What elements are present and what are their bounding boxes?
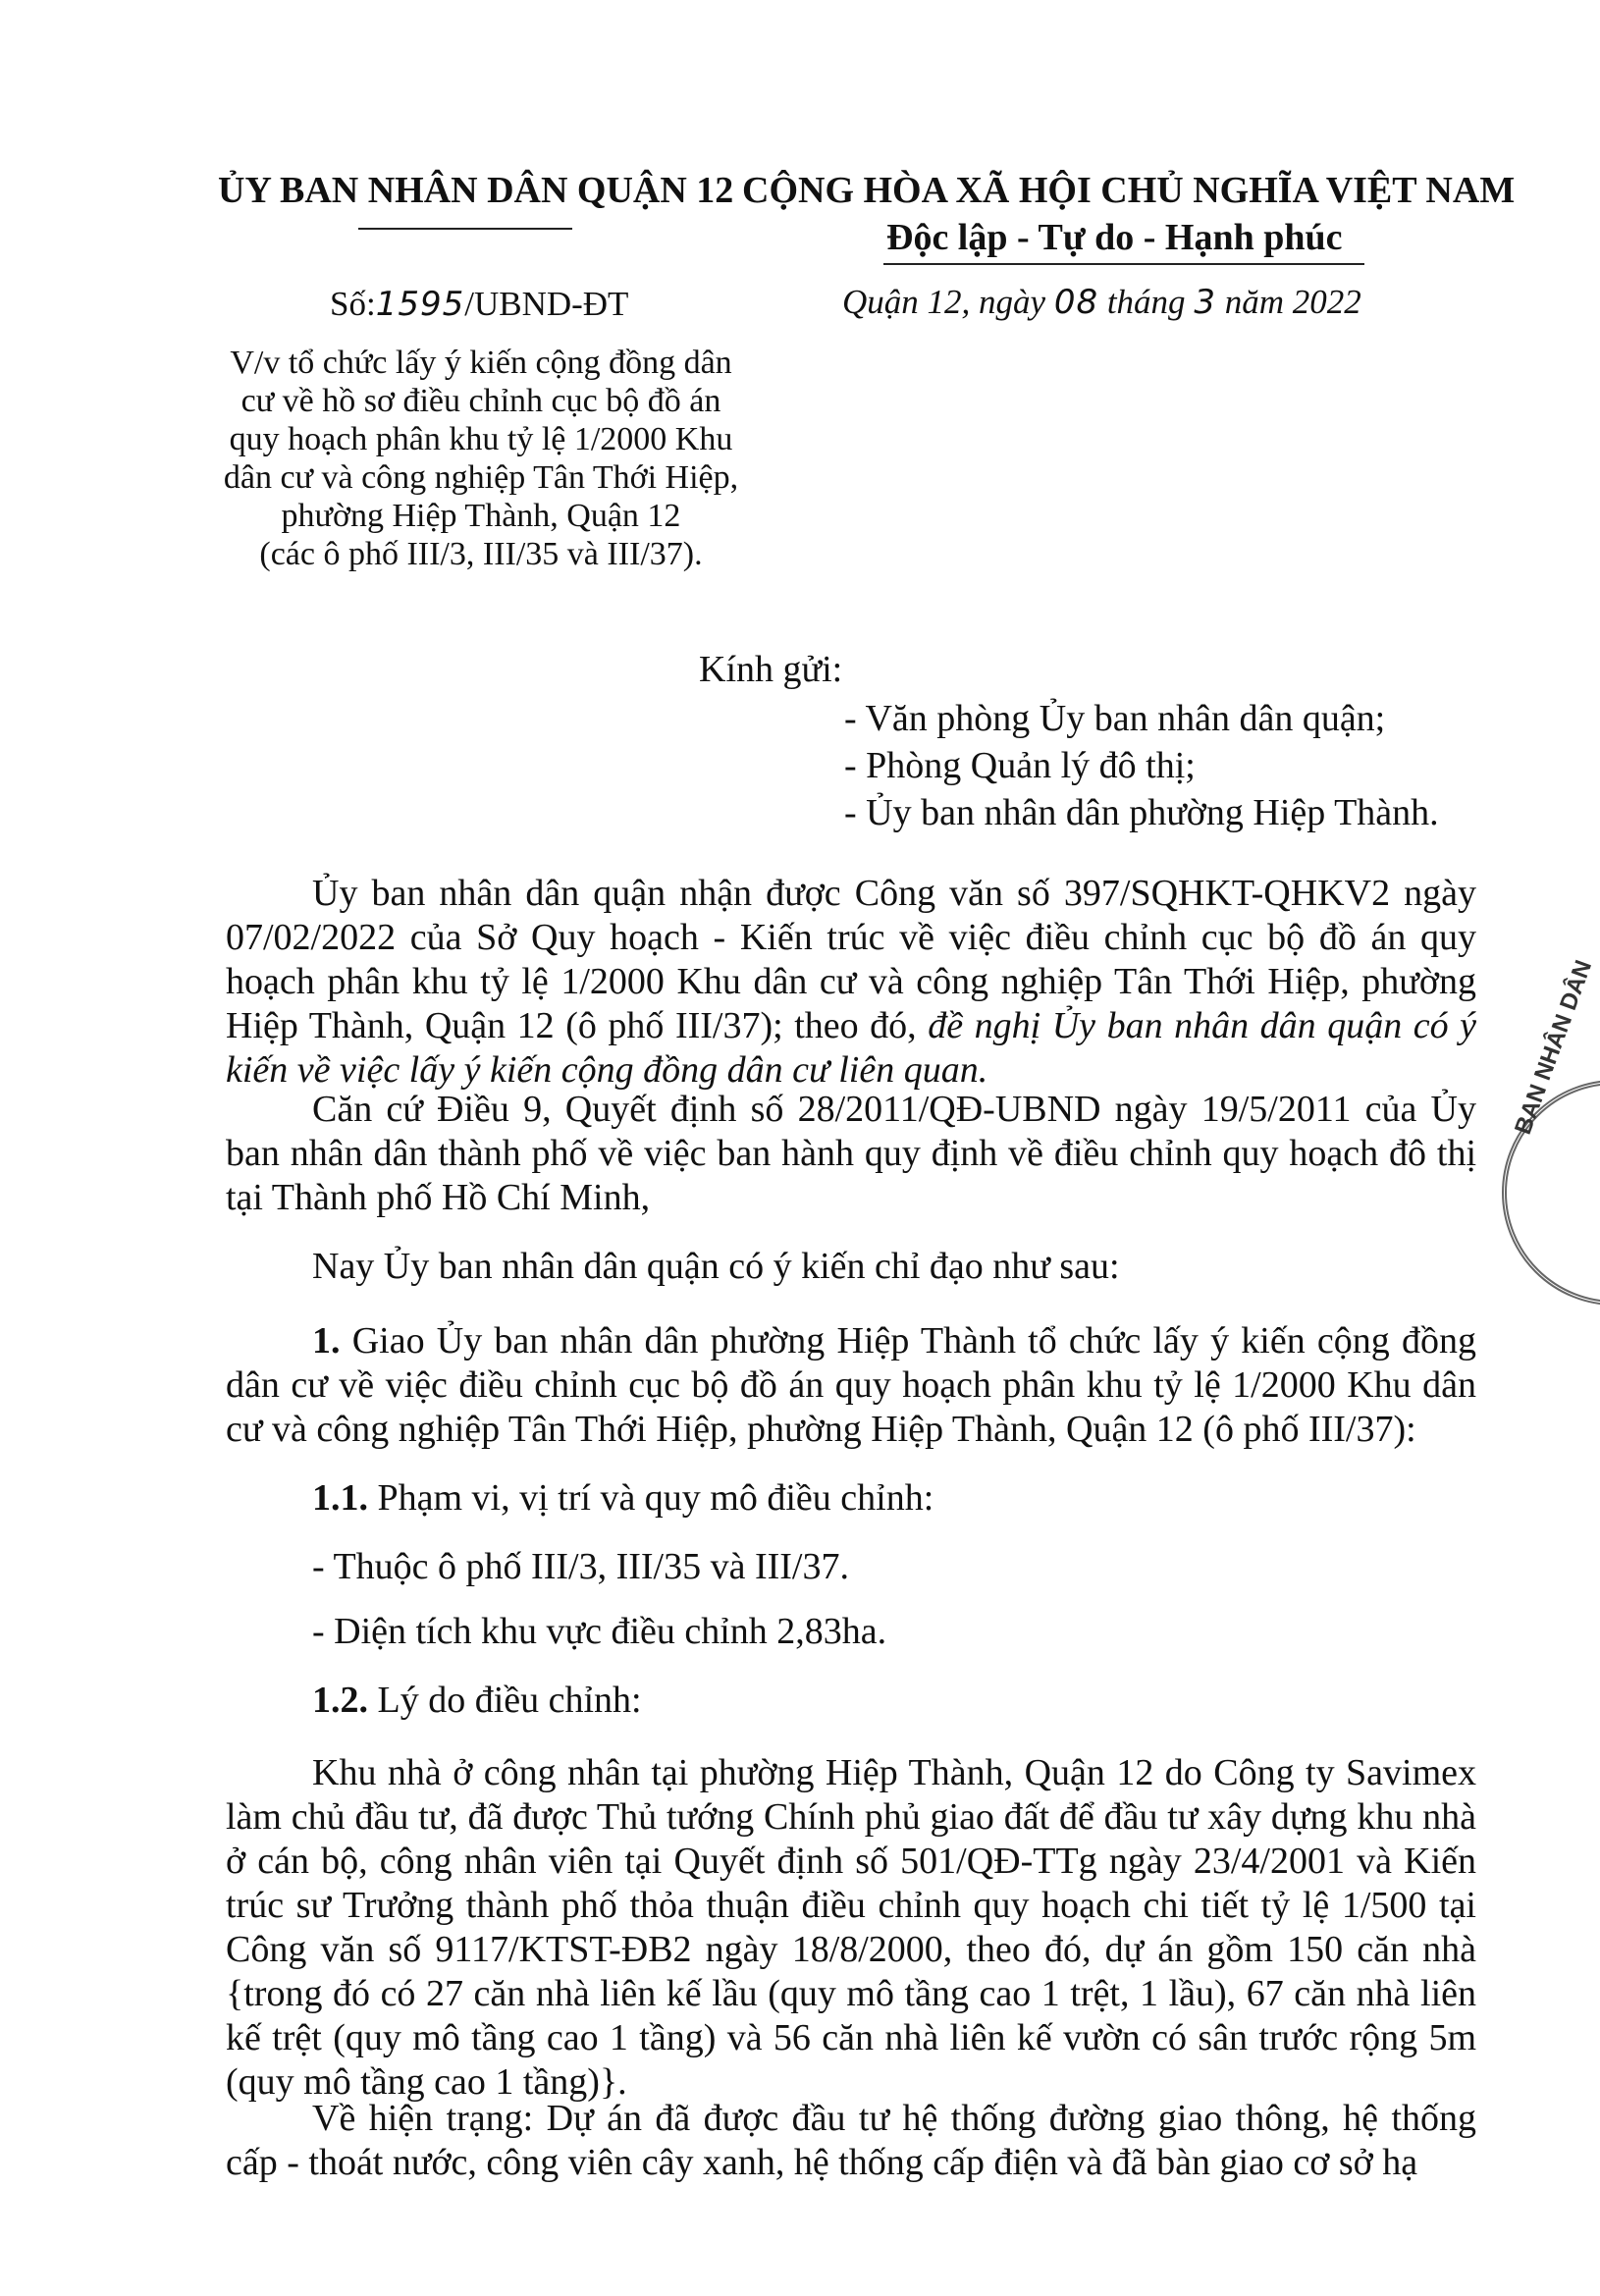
subject-block: [196, 344, 766, 573]
subject-line: cư về hồ sơ điều chỉnh cục bộ đồ án: [240, 383, 721, 419]
item-1-number: 1.: [312, 1320, 341, 1362]
section-1-1-title: Phạm vi, vị trí và quy mô điều chỉnh:: [377, 1477, 934, 1519]
recipient-item: - Phòng Quản lý đô thị;: [844, 745, 1196, 786]
subject-line: V/v tổ chức lấy ý kiến cộng đồng dân: [230, 345, 732, 381]
paragraph-6: Về hiện trạng: Dự án đã được đầu tư hệ thống đường giao thông, hệ thống cấp - thoát nước, công viên cây xanh, hệ thống cấp điện và đã bàn giao cơ sở hạ: [226, 2098, 1476, 2183]
date-line: [842, 283, 1361, 322]
recipient-item: - Văn phòng Ủy ban nhân dân quận;: [844, 698, 1386, 739]
section-1-1: [312, 1476, 933, 1521]
reference-prefix: Số:: [330, 285, 376, 323]
paragraph-4: [226, 1319, 1476, 1452]
national-title: CỘNG HÒA XÃ HỘI CHỦ NGHĨA VIỆT NAM: [742, 170, 1516, 211]
date-place: Quận 12, ngày: [842, 283, 1046, 321]
section-1-1-number: 1.1.: [312, 1477, 368, 1519]
paragraph-2: Căn cứ Điều 9, Quyết định số 28/2011/QĐ-UBND ngày 19/5/2011 của Ủy ban nhân dân thành phố về việc ban hành quy định về điều chỉnh quy hoạch đô thị tại Thành phố Hồ Chí Minh,: [226, 1089, 1476, 1218]
subject-line: quy hoạch phân khu tỷ lệ 1/2000 Khu: [229, 421, 733, 457]
paragraph-1: [226, 872, 1476, 1093]
stamp-text: BAN NHÂN DÂN: [1510, 956, 1598, 1139]
paragraph-3: Nay Ủy ban nhân dân quận có ý kiến chỉ đạo như sau:: [312, 1246, 1120, 1287]
reference-handwritten-number: 1595: [375, 285, 465, 324]
date-year: năm 2022: [1224, 283, 1361, 321]
section-1-1-item: - Thuộc ô phố III/3, III/35 và III/37.: [312, 1546, 849, 1587]
paragraph-1-italic: đề nghị Ủy ban nhân dân quận có ý kiến về việc lấy ý kiến cộng đồng dân cư liên quan.: [226, 1005, 1477, 1091]
section-1-2: [312, 1679, 642, 1723]
recipients-label: Kính gửi:: [699, 649, 843, 690]
reference-suffix: /UBND-ĐT: [464, 285, 629, 323]
date-day: 08: [1053, 283, 1099, 322]
date-month-label: tháng: [1106, 283, 1186, 321]
recipient-item: - Ủy ban nhân dân phường Hiệp Thành.: [844, 792, 1439, 833]
paragraph-1-text: Ủy ban nhân dân quận nhận được Công văn số 397/SQHKT-QHKV2 ngày 07/02/2022 của Sở Quy hoạch - Kiến trúc về việc điều chỉnh cục bộ đồ án quy hoạch phân khu tỷ lệ 1/2000 Khu dân cư và công nghiệp Tân Thới Hiệp, phường Hiệp Thành, Quận 12 (ô phố III/37); theo đó,: [226, 873, 1476, 1046]
issuing-organization: ỦY BAN NHÂN DÂN QUẬN 12: [218, 170, 734, 211]
section-1-1-item: - Diện tích khu vực điều chỉnh 2,83ha.: [312, 1611, 887, 1652]
item-1-text: Giao Ủy ban nhân dân phường Hiệp Thành tổ chức lấy ý kiến cộng đồng dân cư về việc điều chỉnh cục bộ đồ án quy hoạch phân khu tỷ lệ 1/2000 Khu dân cư và công nghiệp Tân Thới Hiệp, phường Hiệp Thành, Quận 12 (ô phố III/37):: [226, 1320, 1476, 1450]
section-1-2-number: 1.2.: [312, 1680, 368, 1721]
subject-line: phường Hiệp Thành, Quận 12: [281, 498, 681, 534]
section-1-2-title: Lý do điều chỉnh:: [377, 1680, 642, 1721]
paragraph-5: Khu nhà ở công nhân tại phường Hiệp Thành, Quận 12 do Công ty Savimex làm chủ đầu tư, đã được Thủ tướng Chính phủ giao đất để đầu tư xây dựng khu nhà ở cán bộ, công nhân viên tại Quyết định số 501/QĐ-TTg ngày 23/4/2001 và Kiến trúc sư Trưởng thành phố thỏa thuận điều chỉnh quy hoạch chi tiết tỷ lệ 1/500 tại Công văn số 9117/KTST-ĐB2 ngày 18/8/2000, theo đó, dự án gồm 150 căn nhà {trong đó có 27 căn nhà liên kế lầu (quy mô tầng cao 1 trệt, 1 lầu), 67 căn nhà liên kế trệt (quy mô tầng cao 1 tầng) và 56 căn nhà liên kế vườn có sân trước rộng 5m (quy mô tầng cao 1 tầng)}.: [226, 1752, 1476, 2103]
date-month: 3: [1194, 283, 1216, 322]
org-underline: [358, 228, 572, 230]
national-motto: Độc lập - Tự do - Hạnh phúc: [886, 217, 1343, 258]
reference-number: [330, 285, 628, 324]
motto-underline: [883, 263, 1364, 265]
subject-line: (các ô phố III/3, III/35 và III/37).: [259, 536, 703, 572]
subject-line: dân cư và công nghiệp Tân Thới Hiệp,: [223, 459, 739, 496]
